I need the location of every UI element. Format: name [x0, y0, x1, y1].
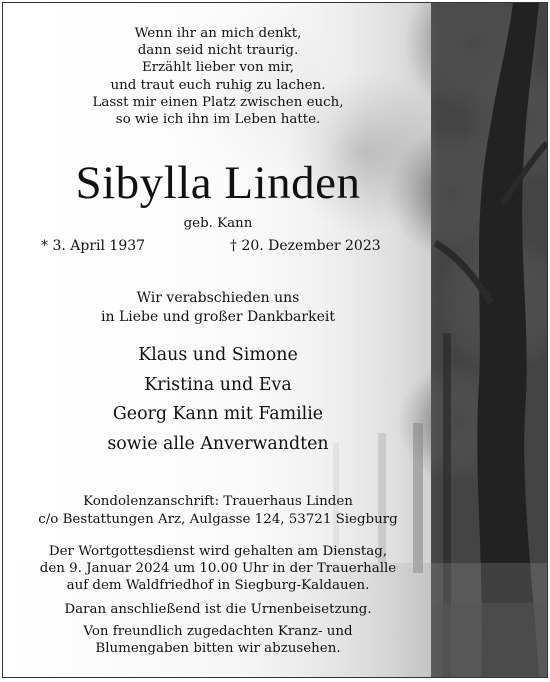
mourner-entry: Kristina und Eva [144, 374, 292, 395]
flowers-line: Blumengaben bitten wir abzusehen. [95, 641, 341, 657]
death-date: † 20. Dezember 2023 [230, 238, 381, 254]
mourner-entry: sowie alle Anverwandten [107, 433, 329, 454]
urn-burial-info: Daran anschließend ist die Urnenbeisetzung. [64, 602, 372, 617]
mourners-list [3, 341, 433, 459]
service-line: Der Wortgottesdienst wird gehalten am Dienstag, [48, 544, 388, 559]
poem-line: Wenn ihr an mich denkt, [134, 26, 302, 41]
poem-line: dann seid nicht traurig. [137, 43, 299, 59]
condolence-line: c/o Bestattungen Arz, Aulgasse 124, 53721 Siegburg [38, 512, 398, 527]
service-line: auf dem Waldfriedhof in Siegburg-Kaldauen. [66, 578, 370, 594]
farewell-text [3, 289, 433, 327]
service-line: den 9. Januar 2024 um 10.00 Uhr in der Trauerhalle [39, 561, 397, 577]
mourner-entry: Klaus und Simone [138, 345, 298, 365]
poem-line: und traut euch ruhig zu lachen. [110, 77, 326, 93]
condolence-line: Kondolenzanschrift: Trauerhaus Linden [83, 494, 353, 509]
farewell-line: Wir verabschieden uns [136, 290, 300, 306]
deceased-name: Sibylla Linden [75, 157, 361, 209]
funeral-service-info [3, 543, 433, 595]
maiden-name: geb. Kann [183, 216, 253, 231]
memorial-poem [3, 25, 433, 128]
flowers-line: Von freundlich zugedachten Kranz- und [83, 624, 353, 639]
notice-text [3, 3, 433, 677]
poem-line: Erzählt lieber von mir, [141, 60, 295, 76]
poem-line: Lasst mir einen Platz zwischen euch, [92, 94, 344, 110]
farewell-line: in Liebe und großer Dankbarkeit [101, 309, 335, 325]
mourner-entry: Georg Kann mit Familie [112, 404, 324, 424]
condolence-address [3, 493, 433, 529]
poem-line: so wie ich ihn im Leben hatte. [115, 112, 321, 128]
obituary-notice [2, 2, 548, 678]
birth-date: * 3. April 1937 [41, 238, 146, 254]
flowers-request [3, 623, 433, 657]
